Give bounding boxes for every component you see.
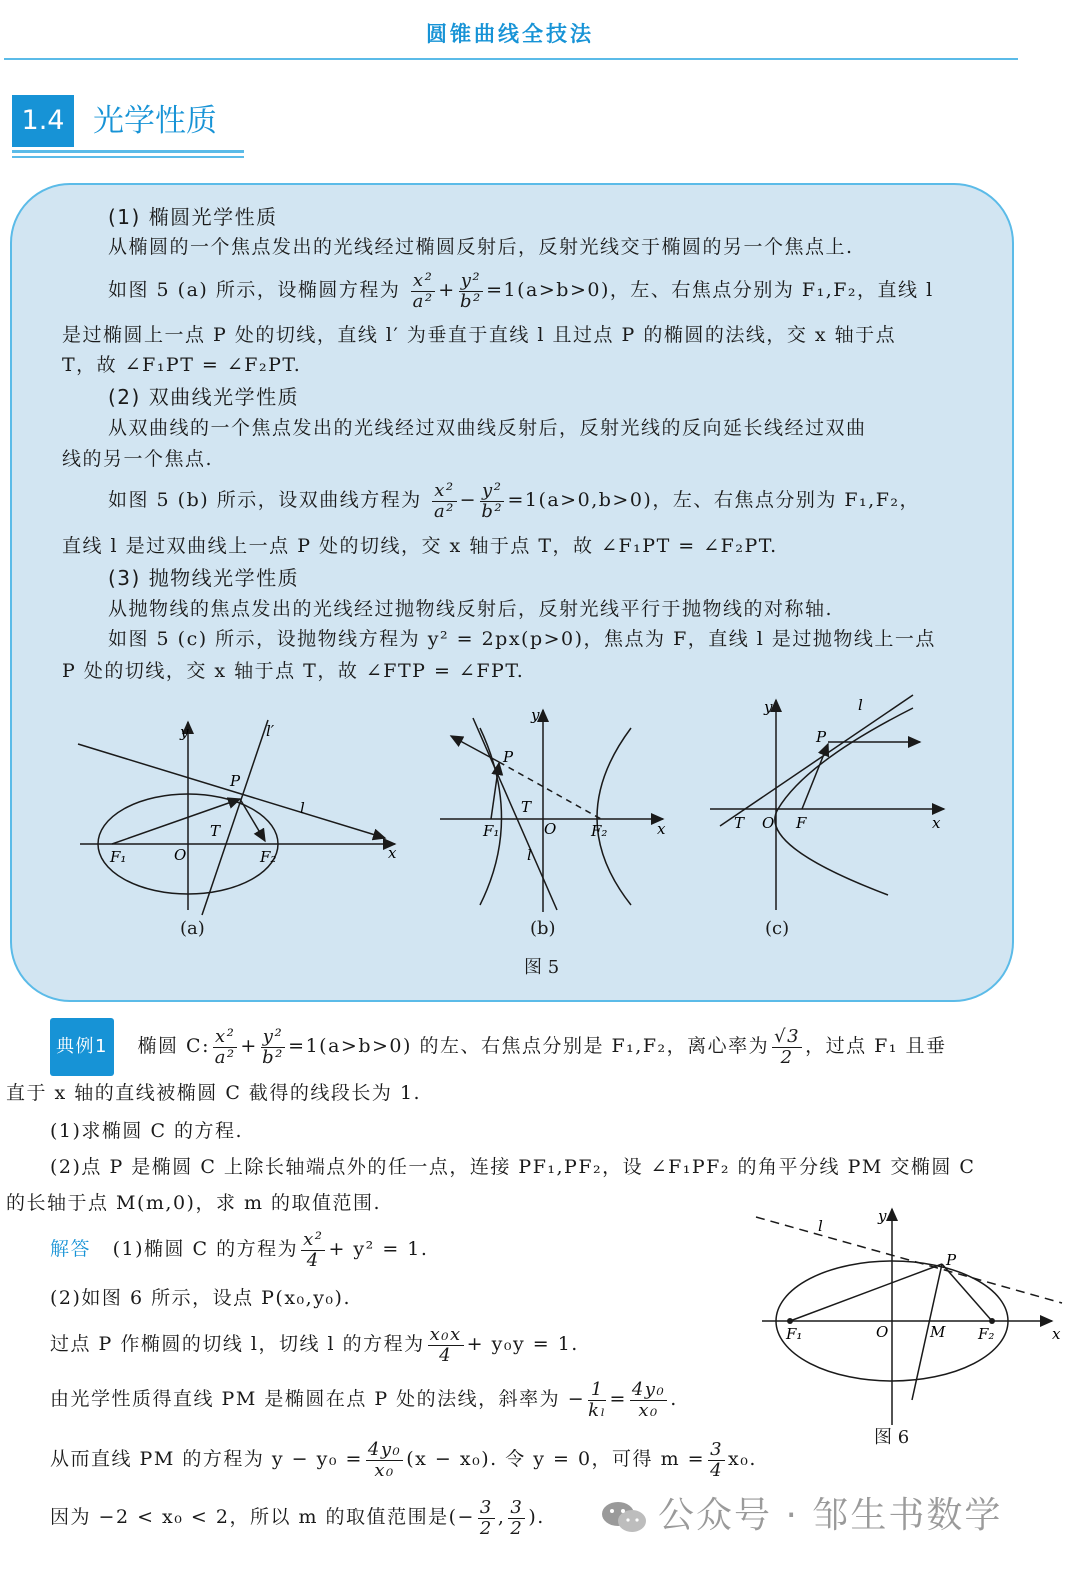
label-y: y [531, 706, 540, 724]
label-F1: F₁ [786, 1325, 803, 1343]
figure-6-ellipse [752, 1205, 1072, 1430]
fraction: $\frac{1}{\text{kₗ}}$ [588, 1378, 607, 1421]
hyperbola-equation-line: 如图 5 (b) 所示，设双曲线方程为 $\frac{\text{x²}}{\text{a²}}$ − $\frac{\text{y²}}{\text{b²}}$ =1(a>0,b>0)，左、右焦点分别为 F₁,F₂， [108, 479, 920, 522]
fraction: $\frac{3}{2}$ [479, 1496, 493, 1539]
label-T: T [521, 798, 532, 816]
fraction: $\frac{3}{4}$ [710, 1438, 724, 1481]
example-q2-cont: 的长轴于点 M(m,0)，求 m 的取值范围. [6, 1192, 382, 1214]
header-rule [4, 58, 1018, 60]
label-P: P [816, 728, 827, 746]
example-line-1: 典例1 椭圆 C: $\frac{\text{x²}}{\text{a²}}$ + $\frac{\text{y²}}{\text{b²}}$ =1(a>b>0) 的左、右焦点分别是 F₁,F₂，离心率为 $\frac{√3}{2}$ ，过点 F₁ 且垂 [50, 1018, 946, 1076]
label-x: x [657, 820, 666, 838]
label-T: T [734, 814, 745, 832]
label-O: O [876, 1323, 889, 1341]
wechat-icon [598, 1499, 650, 1535]
answer-line-4: 由光学性质得直线 PM 是椭圆在点 P 处的法线，斜率为 − $\frac{1}{\text{kₗ}}$ = $\frac{\text{4y₀}}{\text{x₀}}$ . [50, 1378, 678, 1421]
ellipse-text: T，故 ∠F₁PT = ∠F₂PT. [62, 354, 302, 376]
hyperbola-heading: (2) 双曲线光学性质 [108, 385, 300, 409]
caption-c: (c) [765, 918, 790, 939]
caption-a: (a) [180, 918, 205, 939]
fraction: $\frac{\text{y²}}{\text{b²}}$ [460, 269, 482, 312]
answer-line-2: (2)如图 6 所示，设点 P(x₀,y₀). [50, 1287, 351, 1309]
label-x: x [388, 844, 397, 862]
header-title: 圆锥曲线全技法 [426, 22, 594, 46]
fraction: $\frac{\text{4y₀}}{\text{x₀}}$ [367, 1438, 402, 1481]
label-F2: F₂ [260, 848, 277, 866]
label-P: P [503, 748, 514, 766]
label-F2: F₂ [591, 822, 608, 840]
fraction: $\frac{3}{2}$ [510, 1496, 524, 1539]
fraction: $\frac{\text{x²}}{\text{a²}}$ [433, 479, 455, 522]
ellipse-text: 从椭圆的一个焦点发出的光线经过椭圆反射后，反射光线交于椭圆的另一个焦点上. [108, 236, 854, 258]
section-title: 光学性质 [93, 103, 217, 139]
fraction: $\frac{\text{x₀x}}{4}$ [429, 1323, 462, 1366]
label-F1: F₁ [483, 822, 500, 840]
label-y: y [878, 1207, 887, 1225]
label-F: F [796, 814, 807, 832]
figure-5a-ellipse [70, 700, 410, 930]
hyperbola-text: 直线 l 是过双曲线上一点 P 处的切线，交 x 轴于点 T，故 ∠F₁PT = ∠F₂PT. [62, 535, 778, 557]
answer-line-3: 过点 P 作椭圆的切线 l，切线 l 的方程为 $\frac{\text{x₀x}}{4}$ + y₀y = 1. [50, 1323, 579, 1366]
fraction: $\frac{\text{x²}}{4}$ [303, 1228, 324, 1271]
hyperbola-text: 线的另一个焦点. [62, 448, 214, 470]
label-x: x [932, 814, 941, 832]
answer-line-6: 因为 −2 < x₀ < 2，所以 m 的取值范围是(− $\frac{3}{2}$ , $\frac{3}{2}$ ). [50, 1496, 545, 1539]
ellipse-heading: (1) 椭圆光学性质 [108, 205, 278, 229]
label-O: O [174, 846, 187, 864]
answer-line-1: 解答 (1)椭圆 C 的方程为 $\frac{\text{x²}}{4}$ + y² = 1. [50, 1228, 429, 1271]
answer-label: 解答 [50, 1238, 92, 1260]
label-M: M [930, 1323, 946, 1341]
fraction: $\frac{\text{x²}}{\text{a²}}$ [214, 1025, 236, 1068]
label-l: l [527, 846, 532, 864]
hyperbola-text: 从双曲线的一个焦点发出的光线经过双曲线反射后，反射光线的反向延长线经过双曲 [108, 417, 867, 439]
figure-6-caption: 图 6 [874, 1427, 910, 1448]
label-y: y [180, 723, 189, 741]
label-x: x [1052, 1325, 1061, 1343]
example-q1: (1)求椭圆 C 的方程. [50, 1120, 244, 1142]
fraction: $\frac{\text{y²}}{\text{b²}}$ [481, 479, 504, 522]
figure-5c-parabola [708, 690, 958, 915]
ellipse-equation-line: 如图 5 (a) 所示，设椭圆方程为 $\frac{\text{x²}}{\text{a²}}$ + $\frac{\text{y²}}{\text{b²}}$ =1(a>b>0)，左、右焦点分别为 F₁,F₂，直线 l [108, 269, 934, 312]
label-O: O [762, 814, 775, 832]
label-P: P [946, 1251, 957, 1269]
example-tag: 典例1 [50, 1018, 114, 1076]
label-l: l [858, 696, 863, 714]
section-rule [12, 150, 244, 153]
section-number: 1.4 [12, 95, 74, 147]
label-l-prime: l′ [266, 722, 275, 740]
fraction: $\frac{\text{y²}}{\text{b²}}$ [262, 1025, 284, 1068]
answer-line-5: 从而直线 PM 的方程为 y − y₀ = $\frac{\text{4y₀}}{\text{x₀}}$ (x − x₀). 令 y = 0，可得 m = $\frac{3}{4}$ x₀. [50, 1438, 757, 1481]
label-y: y [764, 698, 773, 716]
parabola-text: 如图 5 (c) 所示，设抛物线方程为 y² = 2px(p>0)，焦点为 F，直线 l 是过抛物线上一点 [108, 628, 936, 650]
example-line-2: 直于 x 轴的直线被椭圆 C 截得的线段长为 1. [6, 1082, 422, 1104]
fraction: $\frac{\text{x²}}{\text{a²}}$ [412, 269, 434, 312]
label-l: l [300, 799, 305, 817]
parabola-text: P 处的切线，交 x 轴于点 T，故 ∠FTP = ∠FPT. [62, 660, 525, 682]
fraction: $\frac{\text{4y₀}}{\text{x₀}}$ [631, 1378, 666, 1421]
caption-b: (b) [530, 918, 556, 939]
figure-5b-hyperbola [435, 700, 685, 915]
label-F1: F₁ [110, 848, 127, 866]
figure-5-caption: 图 5 [524, 957, 560, 978]
parabola-text: 从抛物线的焦点发出的光线经过抛物线反射后，反射光线平行于抛物线的对称轴. [108, 598, 834, 620]
label-O: O [544, 820, 557, 838]
example-q2: (2)点 P 是椭圆 C 上除长轴端点外的任一点，连接 PF₁,PF₂，设 ∠F₁PF₂ 的角平分线 PM 交椭圆 C [50, 1156, 976, 1178]
label-T: T [210, 822, 221, 840]
fraction: $\frac{√3}{2}$ [774, 1025, 801, 1068]
watermark: 公众号 · 邹生书数学 [598, 1487, 1002, 1538]
section-rule [12, 156, 244, 158]
parabola-heading: (3) 抛物线光学性质 [108, 566, 300, 590]
ellipse-text: 是过椭圆上一点 P 处的切线，直线 l′ 为垂直于直线 l 且过点 P 的椭圆的法线，交 x 轴于点 [62, 324, 897, 346]
label-l: l [818, 1217, 823, 1235]
label-P: P [230, 772, 241, 790]
label-F2: F₂ [978, 1325, 995, 1343]
